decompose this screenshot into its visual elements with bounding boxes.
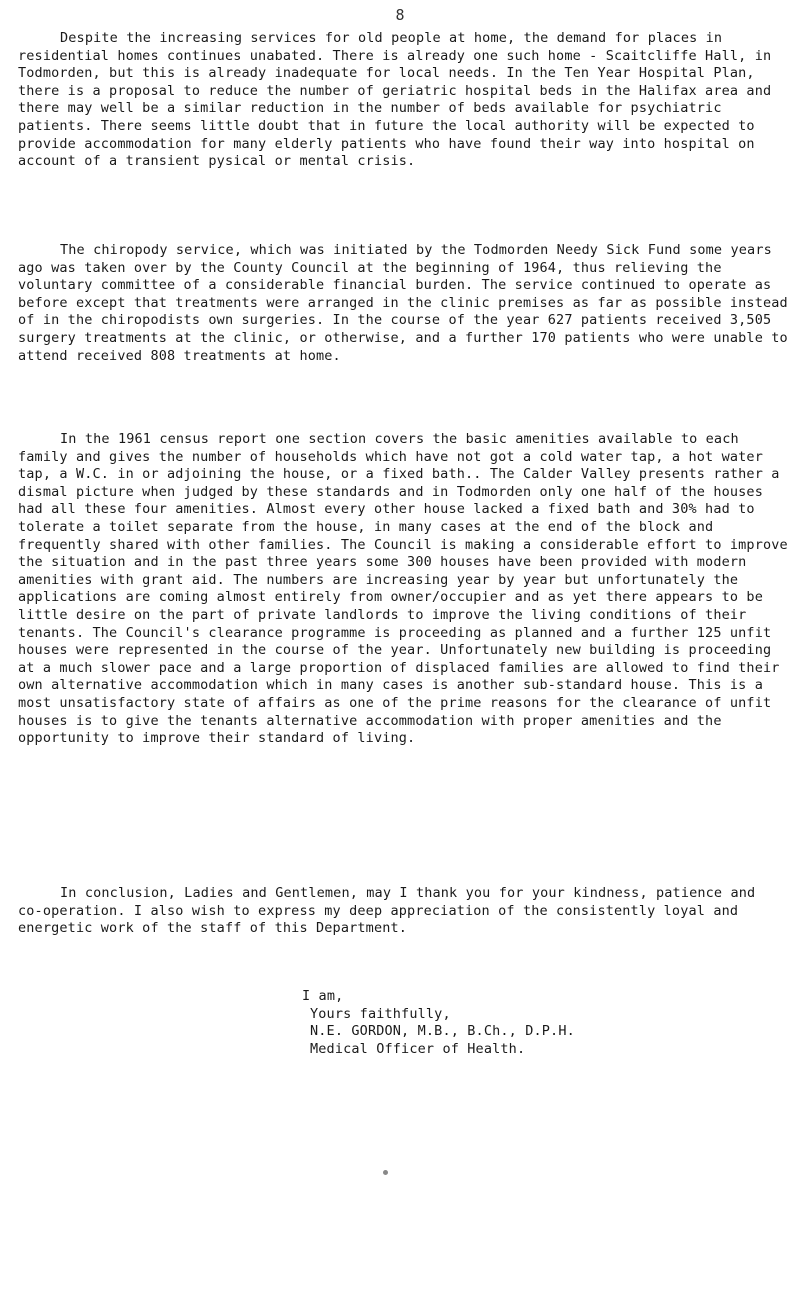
closing-salutation: I am,: [302, 988, 344, 1004]
paragraph-housing-amenities: In the 1961 census report one section covers the basic amenities available to each family and gives the number of households which have not got a cold water tap, a hot water tap, a W.C. in or adjoining the house, or a fixed bath.. The Calder Valley presents rather a dismal picture when judged by these standards and in Todmorden only one half of the houses had all these four amenities. Almost every other house lacked a fixed bath and 30% had to tolerate a toilet separate from the house, in many cases at the end of the block and frequently shared with other families. The Council is making a considerable effort to improve the situation and in the past three years some 300 houses have been provided with modern amenities with grant aid. The numbers are increasing year by year but unfortunately the applications are coming almost entirely from owner/occupier and as yet there appears to be little desire on the part of private landlords to improve the living conditions of their tenants. The Council's clearance programme is proceeding as planned and a further 125 unfit houses were represented in the course of the year. Unfortunately new building is proceeding at a much slower pace and a large proportion of displaced families are allowed to find their own alternative accommodation which in many cases is another sub-standard house. This is a most unsatisfactory state of affairs as one of the prime reasons for the clearance of unfit houses is to give the tenants alternative accommodation with proper amenities and the opportunity to improve their standard of living.: [18, 431, 788, 747]
closing-signatory: N.E. GORDON, M.B., B.Ch., D.P.H.: [310, 1023, 575, 1040]
closing-valediction: Yours faithfully,: [310, 1005, 451, 1022]
paragraph-conclusion: In conclusion, Ladies and Gentlemen, may I thank you for your kindness, patience and co-operation. I also wish to express my deep appreciation of the consistently loyal and energetic work of the staff of this Department.: [18, 885, 756, 937]
page-number: 8: [395, 6, 405, 24]
letter-closing: [302, 988, 575, 1058]
paragraph-residential-homes: Despite the increasing services for old people at home, the demand for places in residential homes continues unabated. There is already one such home - Scaitcliffe Hall, in Todmorden, but this is already inadequate for local needs. In the Ten Year Hospital Plan, there is a proposal to reduce the number of geriatric hospital beds in the Halifax area and there may well be a similar reduction in the number of beds available for psychiatric patients. There seems little doubt that in future the local authority will be expected to provide accommodation for many elderly patients who have found their way into hospital on account of a transient pysical or mental crisis.: [18, 30, 772, 170]
closing-title: Medical Officer of Health.: [310, 1040, 526, 1057]
paragraph-chiropody-service: The chiropody service, which was initiated by the Todmorden Needy Sick Fund some years ago was taken over by the County Council at the beginning of 1964, thus relieving the voluntary committee of a considerable financial burden. The service continued to operate as before except that treatments were arranged in the clinic premises as far as possible instead of in the chiropodists own surgeries. In the course of the year 627 patients received 3,505 surgery treatments at the clinic, or otherwise, and a further 170 patients who were unable to attend received 808 treatments at home.: [18, 242, 788, 364]
scan-speck: [383, 1170, 388, 1175]
